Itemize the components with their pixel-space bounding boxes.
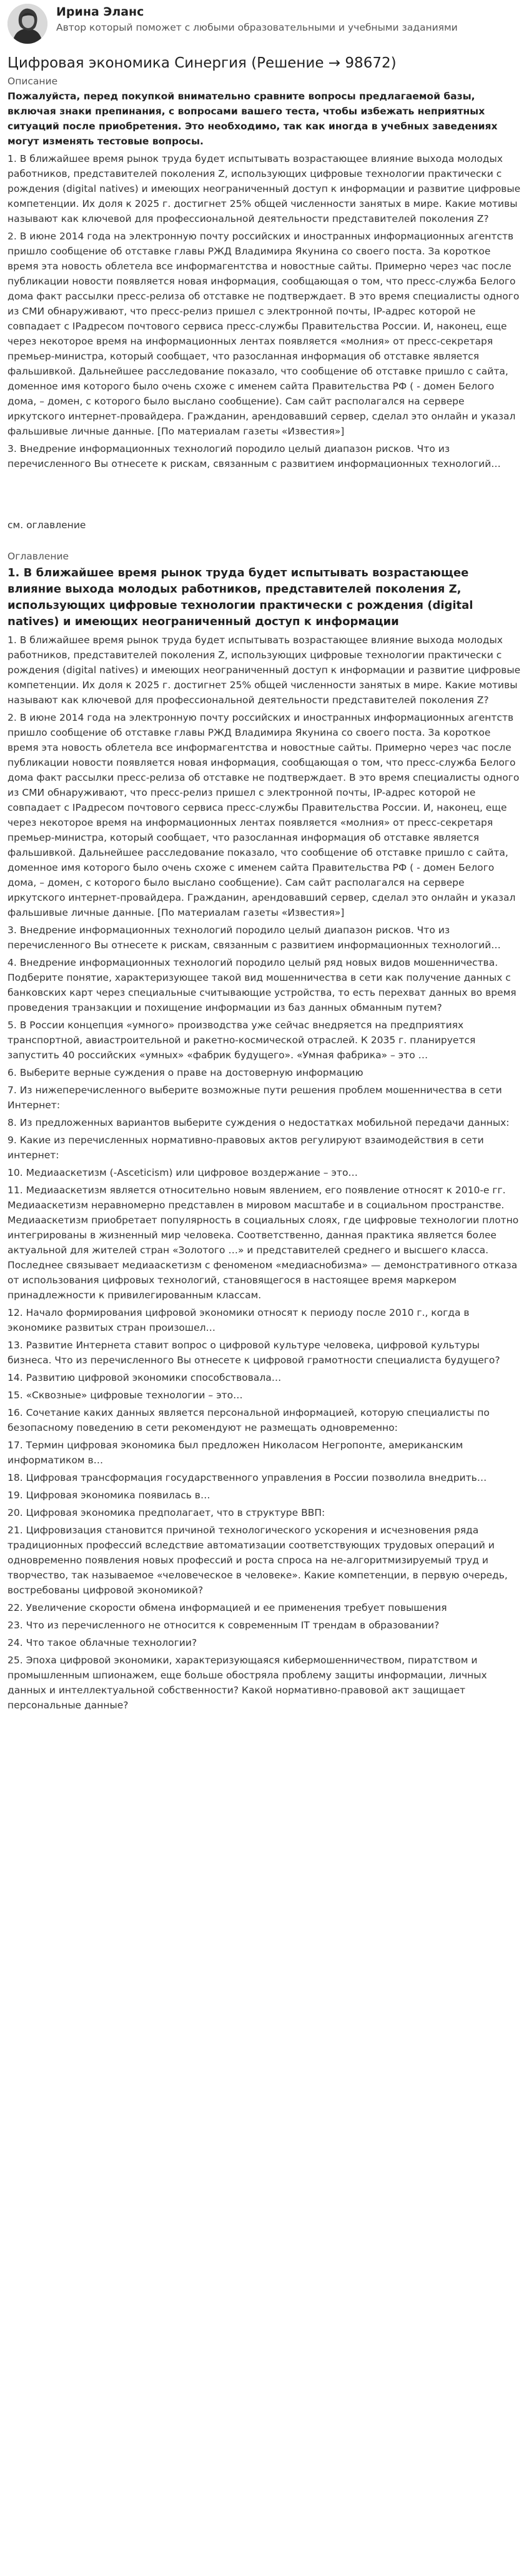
intro-question: 3. Внедрение информационных технологий породило целый диапазон рисков. Что из перечисленного Вы отнесете к рискам, связанным с развитием информационных технологий…	[7, 443, 501, 469]
question-item: 14. Развитию цифровой экономики способствовала…	[7, 1372, 282, 1383]
page-title: Цифровая экономика Синергия (Решение → 98672)	[7, 55, 397, 71]
question-item: 7. Из нижеперечисленного выберите возможные пути решения проблем мошенничества в сети Интернет:	[7, 1085, 502, 1111]
avatar[interactable]	[7, 4, 47, 44]
purchase-warning: Пожалуйста, перед покупкой внимательно сравните вопросы предлагаемой базы, включая знаки препинания, с вопросами вашего теста, чтобы избежать неприятных ситуаций после приобретения. Это необходимо, так как иногда в учебных заведениях могут изменять тестовые вопросы.	[7, 91, 498, 147]
question-item: 23. Что из перечисленного не относится к современным IT трендам в образовании?	[7, 1620, 440, 1631]
question-item: 10. Медиааскетизм (-Asceticism) или цифровое воздержание – это…	[7, 1167, 358, 1178]
author-description: Автор который поможет с любыми образовательными и учебными заданиями	[56, 22, 458, 33]
question-item: 1. В ближайшее время рынок труда будет испытывать возрастающее влияние выхода молодых работников, представителей поколения Z, использующих цифровые технологии практически с рождения (digital natives) и имеющих неограниченный доступ к информации и развитие цифровые компетенции. Их доля к 2025 г. достигнет 25% общей численности занятых в мире. Какие мотивы называют как ключевой для профессиональной деятельности представителей поколения Z?	[7, 634, 521, 706]
question-item: 6. Выберите верные суждения о праве на достоверную информацию	[7, 1067, 363, 1078]
author-name[interactable]: Ирина Эланс	[56, 5, 144, 19]
question-item: 22. Увеличение скорости обмена информацией и ее применения требует повышения	[7, 1602, 447, 1613]
question-item: 21. Цифровизация становится причиной технологического ускорения и исчезновения ряда традиционных профессий вследствие автоматизации соответствующих трудовых операций и одновременно появления новых профессий и роста спроса на не-алгоритмизируемый труд и творчество, так называемое «человеческое в человеке». Какие компетенции, в первую очередь, востребованы цифровой экономикой?	[7, 1525, 508, 1596]
question-item: 16. Сочетание каких данных является персональной информацией, которую специалисты по безопасному поведению в сети рекомендуют не размещать одновременно:	[7, 1407, 490, 1433]
toc-first-heading[interactable]: 1. В ближайшее время рынок труда будет испытывать возрастающее влияние выхода молодых работников, представителей поколения Z, использующих цифровые технологии практически с рождения (digital natives) и имеющих неограниченный доступ к информации	[7, 566, 473, 628]
question-item: 24. Что такое облачные технологии?	[7, 1637, 197, 1648]
question-item: 19. Цифровая экономика появилась в…	[7, 1490, 210, 1501]
question-item: 15. «Сквозные» цифровые технологии – это…	[7, 1390, 243, 1401]
intro-question: 1. В ближайшее время рынок труда будет испытывать возрастающее влияние выхода молодых работников, представителей поколения Z, использующих цифровые технологии практически с рождения (digital natives) и имеющих неограниченный доступ к информации и развитие цифровые компетенции. Их доля к 2025 г. достигнет 25% общей численности занятых в мире. Какие мотивы называют как ключевой для профессиональной деятельности представителей поколения Z?	[7, 153, 521, 224]
question-item: 18. Цифровая трансформация государственного управления в России позволила внедрить…	[7, 1472, 487, 1483]
author-card	[7, 0, 522, 44]
question-item: 5. В России концепция «умного» производства уже сейчас внедряется на предприятиях транспортной, авиастроительной и ракетно-космической отраслей. К 2035 г. планируется запустить 40 российских «умных» «фабрик будущего». «Умная фабрика» – это …	[7, 1020, 476, 1061]
description-label: Описание	[7, 76, 58, 87]
question-item: 12. Начало формирования цифровой экономики относят к периоду после 2010 г., когда в экономике развитых стран произошел…	[7, 1307, 470, 1333]
question-item: 4. Внедрение информационных технологий породило целый ряд новых видов мошенничества. Подберите понятие, характеризующее такой вид мошенничества в сети как получение данных с банковских карт через специальные считывающие устройства, то есть перехват данных во время проведения транзакции и похищение информации из баз данных обманным путем?	[7, 957, 517, 1013]
intro-question: 2. В июне 2014 года на электронную почту российских и иностранных информационных агентств пришло сообщение об отставке главы РЖД Владимира Якунина со своего поста. За короткое время эта новость облетела все информагентства и новостные сайты. Примерно через час после публикации новости появляется новая информация, сообщающая о том, что пресс-служба Белого дома факт рассылки пресс-релиза об отставке не подтверждает. В это время специалисты одного из СМИ обнаруживают, что пресс-релиз пришел с электронной почты, IP-адрес которой не совпадает с IPадресом почтового сервиса пресс-службы Правительства России. И, наконец, еще через некоторое время на информационных лентах появляется «молния» от пресс-секретаря премьер-министра, который сообщает, что разосланная информация об отставке является фальшивкой. Дальнейшее расследование показало, что сообщение об отставке пришло с сайта, доменное имя которого было очень схоже с именем сайта Правительства РФ ( - домен Белого дома, – домен, с которого было выслано сообщение). Сам сайт располагался на сервере иркутского интернет-провайдера. Гражданин, арендовавший сервер, сделал это онлайн и указал фальшивые личные данные. [По материалам газеты «Известия»]	[7, 231, 520, 437]
question-item: 17. Термин цифровая экономика был предложен Николасом Негропонте, американским информатиком в…	[7, 1440, 463, 1466]
spacer	[7, 474, 522, 518]
toc-link[interactable]: см. оглавление	[7, 519, 86, 531]
avatar-portrait-icon	[7, 4, 47, 44]
question-item: 2. В июне 2014 года на электронную почту российских и иностранных информационных агентств пришло сообщение об отставке главы РЖД Владимира Якунина со своего поста. За короткое время эта новость облетела все информагентства и новостные сайты. Примерно через час после публикации новости появляется новая информация, сообщающая о том, что пресс-служба Белого дома факт рассылки пресс-релиза об отставке не подтверждает. В это время специалисты одного из СМИ обнаруживают, что пресс-релиз пришел с электронной почты, IP-адрес которой не совпадает с IPадресом почтового сервиса пресс-службы Правительства России. И, наконец, еще через некоторое время на информационных лентах появляется «молния» от пресс-секретаря премьер-министра, который сообщает, что разосланная информация об отставке является фальшивкой. Дальнейшее расследование показало, что сообщение об отставке пришло с сайта, доменное имя которого было очень схоже с именем сайта Правительства РФ ( - домен Белого дома, – домен, с которого было выслано сообщение). Сам сайт располагался на сервере иркутского интернет-провайдера. Гражданин, арендовавший сервер, сделал это онлайн и указал фальшивые личные данные. [По материалам газеты «Известия»]	[7, 712, 520, 918]
question-item: 8. Из предложенных вариантов выберите суждения о недостатках мобильной передачи данных:	[7, 1117, 510, 1128]
question-item: 11. Медиааскетизм является относительно новым явлением, его появление относят к 2010-е гг. Медиааскетизм неравномерно представлен в мировом масштабе и в социальном пространстве. Медиааскетизм приобретает популярность в социальных слоях, где цифровые технологии плотно интегрированы в жизненный мир человека. Соответственно, данная практика является более актуальной для жителей стран «Золотого …» и представителей среднего и высшего класса. Последнее связывает медиааскетизм с феноменом «медиаснобизма» — демонстративного отказа от использования цифровых технологий, становящегося в настоящее время маркером принадлежности к привилегированным классам.	[7, 1185, 519, 1301]
question-item: 20. Цифровая экономика предполагает, что в структуре ВВП:	[7, 1507, 325, 1518]
question-item: 25. Эпоха цифровой экономики, характеризующаяся кибермошенничеством, пиратством и промышленным шпионажем, еще больше обостряла проблему защиты информации, личных данных и интеллектуальной собственности? Какой нормативно-правовой акт защищает персональные данные?	[7, 1655, 487, 1711]
question-item: 13. Развитие Интернета ставит вопрос о цифровой культуре человека, цифровой культуры бизнеса. Что из перечисленного Вы отнесете к цифровой грамотности специалиста будущего?	[7, 1340, 500, 1366]
toc-label: Оглавление	[7, 551, 69, 562]
author-info	[56, 4, 458, 35]
question-list	[7, 633, 522, 1713]
question-item: 3. Внедрение информационных технологий породило целый диапазон рисков. Что из перечисленного Вы отнесете к рискам, связанным с развитием информационных технологий…	[7, 925, 501, 951]
question-item: 9. Какие из перечисленных нормативно-правовых актов регулируют взаимодействия в сети интернет:	[7, 1135, 484, 1161]
intro-questions	[7, 151, 522, 471]
